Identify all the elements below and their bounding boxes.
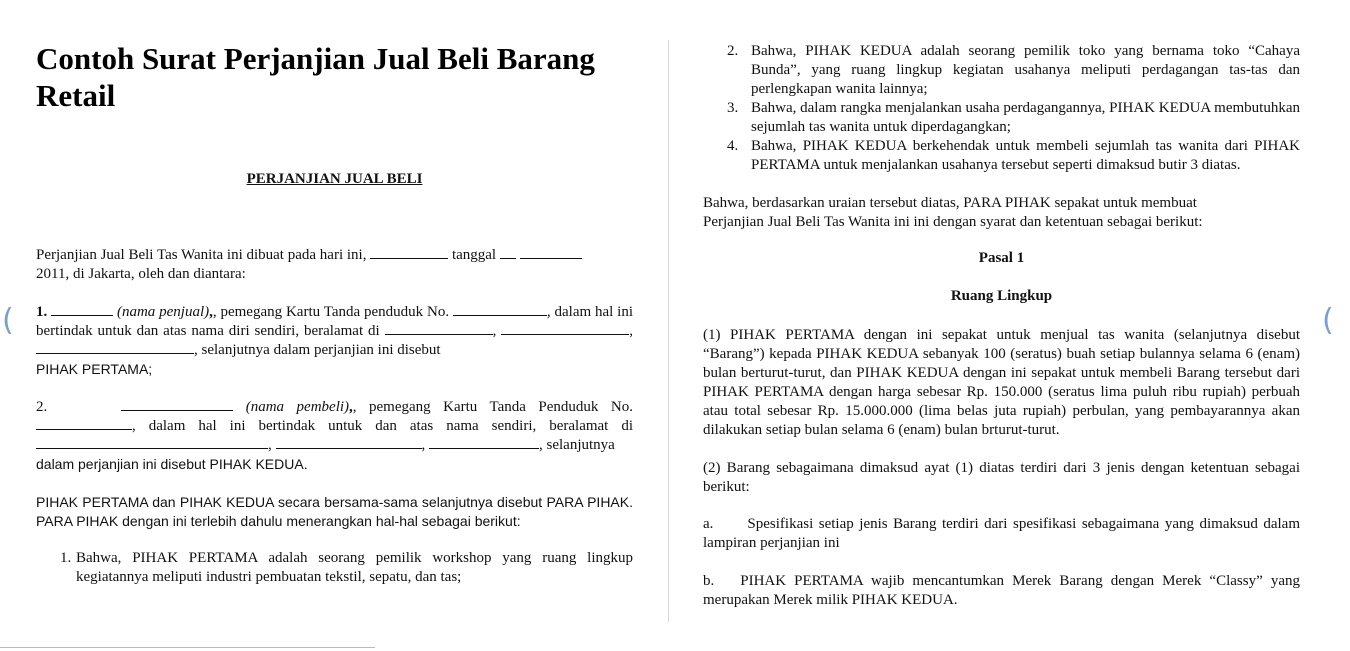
para-pihak-paragraph: PIHAK PERTAMA dan PIHAK KEDUA secara bersama-sama selanjutnya disebut PARA PIHAK. PARA PIHAK dengan ini terlebih dahulu menerangkan hal-hal sebagai berikut:: [36, 494, 633, 529]
party-two-text-4: ,: [421, 437, 429, 453]
bottom-rule: [0, 647, 375, 648]
recital-text-3: Bahwa, dalam rangka menjalankan usaha perdagangannya, PIHAK KEDUA membutuhkan sejumlah tas wanita untuk diperdagangkan;: [751, 100, 1301, 135]
intro-paragraph: [36, 246, 633, 284]
buyer-role: (nama pembeli): [245, 399, 350, 415]
seller-name-blank: [51, 303, 113, 316]
agreement-heading: PERJANJIAN JUAL BELI: [246, 171, 423, 187]
party-two-paragraph: 2. (nama pembeli),, pemegang Kartu Tanda Penduduk No. , dalam hal ini bertindak untuk dan atas nama sendiri, beralamat di , , , selanjutnya dalam perjanjian ini disebut PIHAK KEDUA.: [36, 399, 633, 472]
point-a-label: a.: [703, 516, 714, 532]
recital-number-1: 1.: [60, 550, 72, 566]
ayat-1: (1) PIHAK PERTAMA dengan ini sepakat untuk menjual tas wanita (selanjutnya disebut “Barang”) kepada PIHAK KEDUA sebanyak 100 (seratus) buah setiap bulannya selama 6 (enam) bulan berturut-turut, dan PIHAK KEDUA dengan ini sepakat untuk membeli Barang tersebut dari PIHAK PERTAMA dengan harga sebesar Rp. 150.000 (seratus lima puluh ribu rupiah) perbuah atau total sebesar Rp. 15.000.000 (lima belas juta rupiah) perbulan, yang pembayarannya akan dilakukan setiap bulan selama 6 (enam) bulan brturut-turut.: [703, 327, 1300, 438]
intro-text-b: tanggal: [448, 247, 500, 263]
party-one-text-3: ,: [492, 323, 502, 339]
party-one-label: PIHAK PERTAMA;: [36, 361, 153, 377]
point-b: [703, 572, 1300, 610]
seller-address-blank-2: [501, 322, 629, 335]
agreement-line-1: Bahwa, berdasarkan uraian tersebut diatas, PARA PIHAK sepakat untuk membuat: [703, 195, 1197, 211]
day-blank: [370, 246, 448, 259]
agreement-statement: [703, 194, 1300, 232]
buyer-address-blank-2: [276, 436, 422, 449]
month-blank: [520, 246, 582, 259]
recital-item-1: [60, 549, 633, 587]
recital-text-4: Bahwa, PIHAK KEDUA berkehendak untuk membeli sejumlah tas wanita dari PIHAK PERTAMA untuk menjalankan usahanya tersebut seperti dimaksud butir 3 diatas.: [751, 138, 1300, 173]
pasal-title: Ruang Lingkup: [950, 288, 1053, 304]
recital-text-2: Bahwa, PIHAK KEDUA adalah seorang pemilik toko yang bernama toko “Cahaya Bunda”, yang ruang lingkup kegiatan usahanya meliputi perdagangan tas-tas dan perlengkapan wanita lainnya;: [751, 43, 1300, 97]
recital-item-4: [727, 137, 1300, 175]
intro-text-d: 2011, di Jakarta, oleh dan diantara:: [36, 266, 246, 282]
recital-number-2: 2.: [727, 43, 739, 59]
party-one-text-4: ,: [629, 323, 633, 339]
point-b-text: PIHAK PERTAMA wajib mencantumkan Merek Barang dengan Merek “Classy” yang merupakan Merek milik PIHAK KEDUA.: [703, 573, 1300, 608]
buyer-address-blank-1: [36, 436, 268, 449]
seller-address-blank-1: [385, 322, 493, 335]
seller-ktp-blank: [453, 303, 547, 316]
party-two-text-1: , pemegang Kartu Tanda Penduduk No.: [352, 399, 633, 415]
party-two-text-3: ,: [268, 437, 276, 453]
seller-role: (nama penjual): [116, 304, 210, 320]
seller-address-blank-3: [36, 341, 194, 354]
party-one-text-2: , dalam hal ini bertindak untuk dan atas nama diri sendiri, beralamat di: [36, 304, 634, 339]
intro-text-a: Perjanjian Jual Beli Tas Wanita ini dibuat pada hari ini,: [36, 247, 371, 263]
party-one-number: 1.: [36, 304, 48, 320]
recital-number-4: 4.: [727, 138, 739, 154]
party-one-paragraph: 1. (nama penjual),, pemegang Kartu Tanda penduduk No. , dalam hal ini bertindak untuk dan atas nama diri sendiri, beralamat di , , , selanjutnya dalam perjanjian ini disebut PIHAK PERTAMA;: [36, 304, 634, 377]
column-divider: [668, 40, 669, 622]
party-one-text-1: , pemegang Kartu Tanda penduduk No.: [212, 304, 453, 320]
party-two-label: dalam perjanjian ini disebut PIHAK KEDUA.: [36, 456, 308, 472]
document-title: Contoh Surat Perjanjian Jual Beli Barang Retail: [36, 41, 595, 113]
recital-item-3: [727, 99, 1300, 137]
date-blank: [500, 246, 516, 259]
point-a-text: Spesifikasi setiap jenis Barang terdiri dari spesifikasi sebagaimana yang dimaksud dalam lampiran perjanjian ini: [703, 516, 1300, 551]
recital-number-3: 3.: [727, 100, 739, 116]
party-one-text-5: , selanjutnya dalam perjanjian ini disebut: [194, 342, 441, 358]
agreement-line-2: Perjanjian Jual Beli Tas Wanita ini ini dengan syarat dan ketentuan sebagai berikut:: [703, 214, 1203, 230]
recital-text-1: Bahwa, PIHAK PERTAMA adalah seorang pemilik workshop yang ruang lingkup kegiatannya meliputi industri pembuatan tekstil, sepatu, dan tas;: [76, 550, 633, 585]
party-two-number: 2.: [36, 399, 48, 415]
pasal-number: Pasal 1: [978, 250, 1025, 266]
page-next-icon[interactable]: (: [1322, 303, 1334, 338]
buyer-address-blank-3: [429, 436, 539, 449]
buyer-ktp-blank: [36, 417, 132, 430]
point-a: [703, 515, 1300, 553]
ayat-2: (2) Barang sebagaimana dimaksud ayat (1) diatas terdiri dari 3 jenis dengan ketentuan sebagai berikut:: [703, 460, 1300, 495]
buyer-name-blank: [121, 398, 233, 411]
party-two-text-5: , selanjutnya: [539, 437, 615, 453]
right-page: [703, 0, 1300, 651]
left-page: [36, 0, 633, 651]
point-b-label: b.: [703, 573, 715, 589]
party-two-text-2: , dalam hal ini bertindak untuk dan atas nama sendiri, beralamat di: [132, 418, 633, 434]
page-prev-icon[interactable]: (: [2, 303, 14, 338]
recital-item-2: [727, 42, 1300, 99]
